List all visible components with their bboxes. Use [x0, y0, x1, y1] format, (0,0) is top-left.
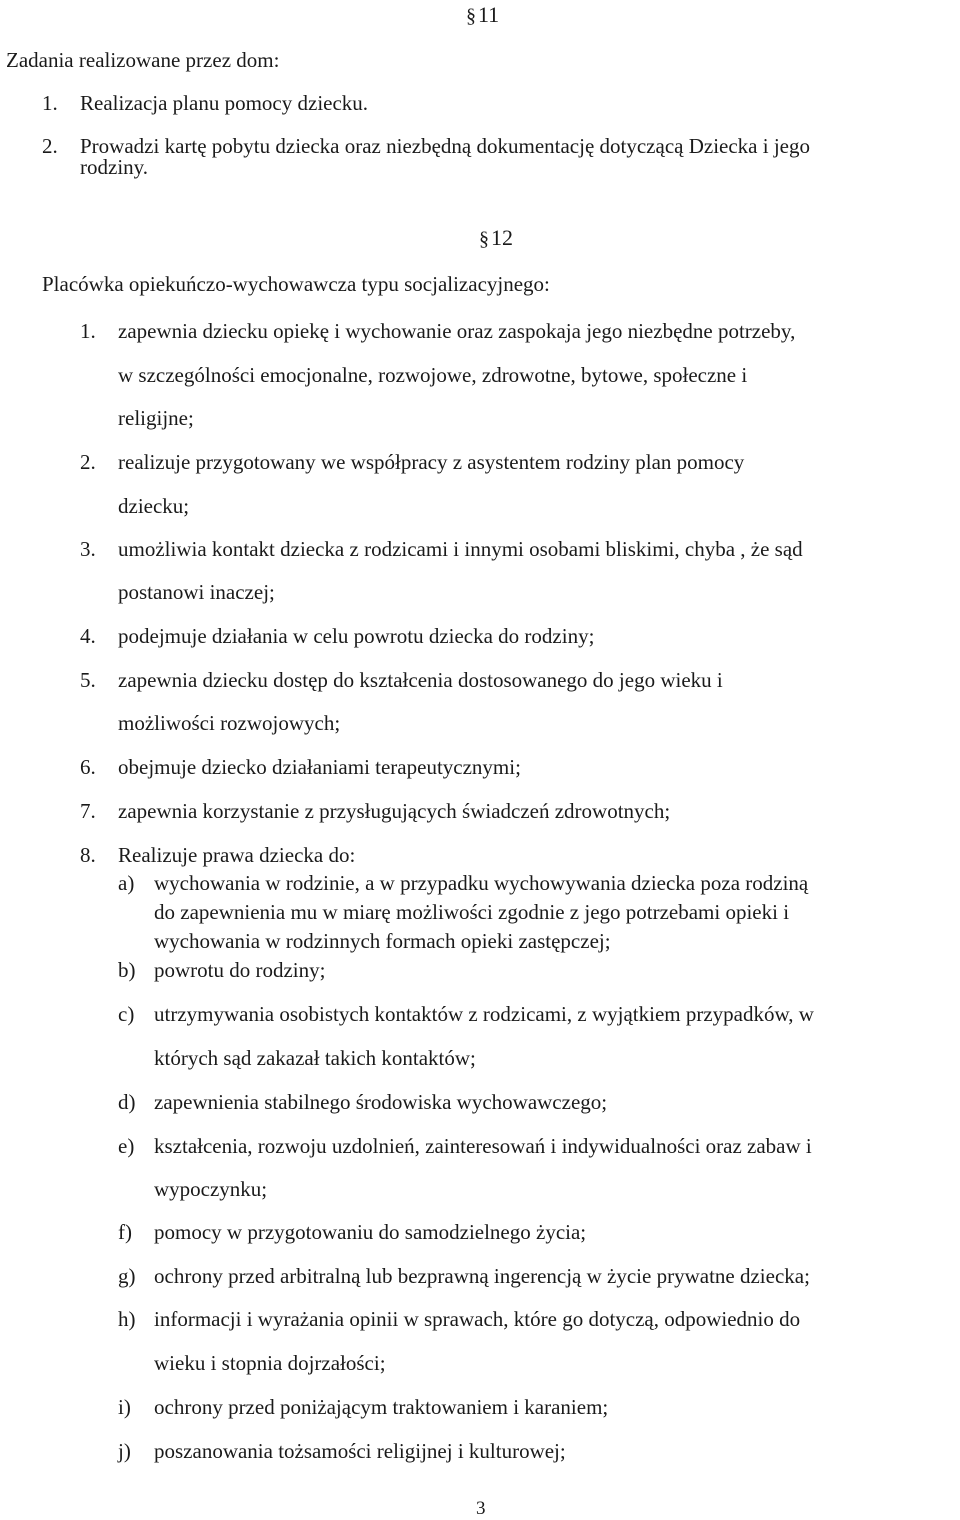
item-text-continued: których sąd zakazał takich kontaktów;	[154, 1046, 476, 1070]
item-number: 2.	[42, 134, 58, 158]
item-text: podejmuje działania w celu powrotu dziecka do rodziny;	[118, 624, 595, 648]
item-text: obejmuje dziecko działaniami terapeutycznymi;	[118, 755, 521, 779]
item-letter: b)	[118, 958, 136, 982]
item-text: Realizuje prawa dziecka do:	[118, 843, 356, 867]
item-number: 1.	[80, 319, 96, 343]
section-symbol: §	[479, 228, 489, 250]
item-letter: i)	[118, 1395, 131, 1419]
item-text-continued: dziecku;	[118, 494, 190, 518]
item-text: ochrony przed poniżającym traktowaniem i karaniem;	[154, 1395, 609, 1419]
item-number: 4.	[80, 624, 96, 648]
item-text: ochrony przed arbitralną lub bezprawną ingerencją w życie prywatne dziecka;	[154, 1264, 810, 1288]
item-text: umożliwia kontakt dziecka z rodzicami i innymi osobami bliskimi, chyba , że sąd	[118, 537, 803, 561]
item-text-continued: wychowania w rodzinnych formach opieki zastępczej;	[154, 929, 611, 953]
section-number: 12	[491, 225, 513, 250]
item-text: zapewnia dziecku dostęp do kształcenia dostosowanego do jego wieku i	[118, 668, 723, 692]
page-number: 3	[476, 1498, 486, 1519]
item-text-continued: religijne;	[118, 406, 194, 430]
item-letter: c)	[118, 1002, 135, 1026]
facility-heading: Placówka opiekuńczo-wychowawcza typu socjalizacyjnego:	[42, 272, 550, 296]
item-letter: f)	[118, 1220, 132, 1244]
item-text-continued: wieku i stopnia dojrzałości;	[154, 1351, 386, 1375]
item-letter: e)	[118, 1134, 135, 1158]
section-heading-12	[479, 225, 513, 251]
item-text: zapewnienia stabilnego środowiska wychowawczego;	[154, 1090, 608, 1114]
section-symbol: §	[466, 5, 476, 27]
item-letter: a)	[118, 871, 135, 895]
item-text-continued: w szczególności emocjonalne, rozwojowe, zdrowotne, bytowe, społeczne i	[118, 363, 748, 387]
item-text: powrotu do rodziny;	[154, 958, 326, 982]
section-number: 11	[478, 2, 500, 27]
item-text: zapewnia korzystanie z przysługujących świadczeń zdrowotnych;	[118, 799, 671, 823]
item-text: Prowadzi kartę pobytu dziecka oraz niezbędną dokumentację dotyczącą Dziecka i jego	[80, 134, 810, 158]
item-text: wychowania w rodzinie, a w przypadku wychowywania dziecka poza rodziną	[154, 871, 809, 895]
item-text-continued: wypoczynku;	[154, 1177, 268, 1201]
item-number: 6.	[80, 755, 96, 779]
item-text: realizuje przygotowany we współpracy z asystentem rodziny plan pomocy	[118, 450, 745, 474]
item-number: 2.	[80, 450, 96, 474]
item-text: Realizacja planu pomocy dziecku.	[80, 91, 369, 115]
item-letter: j)	[118, 1439, 131, 1463]
item-number: 1.	[42, 91, 58, 115]
item-text: kształcenia, rozwoju uzdolnień, zainteresowań i indywidualności oraz zabaw i	[154, 1134, 812, 1158]
item-text: poszanowania tożsamości religijnej i kulturowej;	[154, 1439, 566, 1463]
item-text-continued: do zapewnienia mu w miarę możliwości zgodnie z jego potrzebami opieki i	[154, 900, 790, 924]
item-text: utrzymywania osobistych kontaktów z rodzicami, z wyjątkiem przypadków, w	[154, 1002, 814, 1026]
item-number: 3.	[80, 537, 96, 561]
item-number: 5.	[80, 668, 96, 692]
item-text-continued: postanowi inaczej;	[118, 580, 275, 604]
item-text: pomocy w przygotowaniu do samodzielnego życia;	[154, 1220, 587, 1244]
item-text: zapewnia dziecku opiekę i wychowanie oraz zaspokaja jego niezbędne potrzeby,	[118, 319, 796, 343]
item-letter: d)	[118, 1090, 136, 1114]
section-heading-11	[466, 2, 499, 28]
item-text: informacji i wyrażania opinii w sprawach, które go dotyczą, odpowiednio do	[154, 1307, 801, 1331]
item-text-continued: możliwości rozwojowych;	[118, 711, 341, 735]
item-number: 8.	[80, 843, 96, 867]
item-number: 7.	[80, 799, 96, 823]
intro-heading: Zadania realizowane przez dom:	[6, 48, 280, 72]
item-letter: h)	[118, 1307, 136, 1331]
item-letter: g)	[118, 1264, 136, 1288]
item-text-continued: rodziny.	[80, 155, 149, 179]
